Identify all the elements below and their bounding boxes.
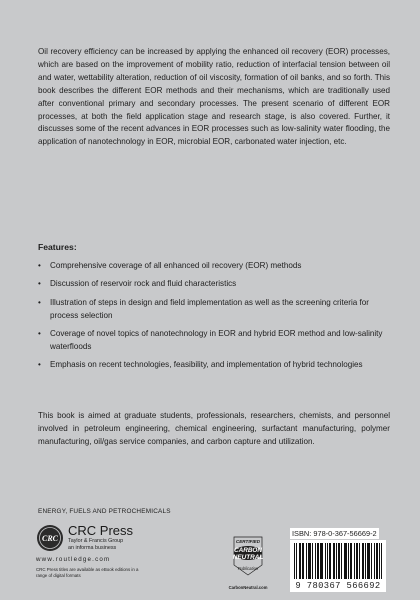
barcode-bar	[317, 543, 318, 579]
barcode-bar	[362, 543, 363, 579]
feature-item	[38, 328, 388, 354]
barcode-bar	[345, 543, 346, 579]
barcode-bar	[344, 543, 345, 579]
barcode-bar	[356, 543, 357, 579]
barcode-bar	[365, 543, 366, 579]
barcode-bar	[312, 543, 313, 579]
publisher-informa: an informa business	[68, 545, 117, 551]
barcode-bar	[371, 543, 372, 579]
barcode-bar	[338, 543, 339, 579]
book-description: Oil recovery efficiency can be increased by applying the enhanced oil recovery (EOR) processes, which are based on the improvement of mobility ratio, reduction of interfacial tension between oil and water, wettability alteration, reduction of oil viscosity, formation of oil banks, and so forth. This book describes the different EOR methods and their mechanisms, which are traditionally used after conventional primary and secondary processes. The present scenario of different EOR processes, at both the field application stage and research stage, is also covered. Further, it discusses some of the recent advances in EOR processes such as low-salinity water flooding, the application of nanotechnology in EOR, microbial EOR, carbonated water injection, etc.	[38, 47, 390, 147]
seal-publication: Publication	[237, 566, 259, 571]
barcode-bar	[333, 543, 334, 579]
barcode-bar	[322, 543, 323, 579]
feature-text: Discussion of reservoir rock and fluid characteristics	[50, 279, 237, 289]
barcode-bar	[309, 543, 310, 579]
barcode-bar	[296, 543, 297, 579]
barcode-bar	[369, 543, 370, 579]
barcode-bar	[303, 543, 304, 579]
barcode-bar	[357, 543, 358, 579]
barcode	[290, 540, 386, 592]
barcode-bar	[348, 543, 349, 579]
publisher-name: CRC Press	[68, 523, 134, 538]
barcode-bar	[359, 543, 360, 579]
feature-text: Emphasis on recent technologies, feasibility, and implementation of hybrid technologies	[50, 360, 363, 370]
barcode-bar	[350, 543, 351, 579]
barcode-bar	[354, 543, 355, 579]
barcode-bar	[327, 543, 328, 579]
publisher-block	[36, 520, 176, 580]
bullet-icon: •	[38, 279, 41, 289]
barcode-bar	[310, 543, 311, 579]
seal-neutral: NEUTRAL	[232, 554, 264, 561]
crc-logo-text: CRC	[41, 533, 59, 543]
barcode-bar	[363, 543, 364, 579]
barcode-bar	[374, 543, 375, 579]
isbn-label: ISBN: 978-0-367-56669-2	[292, 529, 377, 538]
barcode-bar	[306, 543, 307, 579]
barcode-bar	[320, 543, 321, 579]
feature-text: Coverage of novel topics of nanotechnology in EOR and hybrid EOR method and low-salinity waterfloods	[50, 329, 383, 352]
publisher-group: Taylor & Francis Group	[68, 538, 124, 544]
seal-site: CarbonNeutral.com	[228, 585, 268, 590]
barcode-bar	[368, 543, 369, 579]
feature-text: Illustration of steps in design and field implementation as well as the screening criteria for process selection	[50, 297, 369, 320]
barcode-digits: 9 780367 566692	[295, 581, 381, 591]
crc-logo-icon	[36, 524, 64, 552]
barcode-bar	[336, 543, 337, 579]
barcode-bar	[346, 543, 347, 579]
feature-item	[38, 278, 388, 291]
bullet-icon: •	[38, 360, 41, 370]
carbon-neutral-seal	[228, 533, 268, 593]
barcode-bar	[334, 543, 335, 579]
barcode-bar	[315, 543, 316, 579]
publisher-website: www.routledge.com	[36, 556, 111, 563]
barcode-bar	[341, 543, 342, 579]
feature-item	[38, 297, 388, 323]
barcode-bar	[302, 543, 303, 579]
barcode-bar	[318, 543, 319, 579]
barcode-bar	[379, 543, 380, 579]
feature-text: Comprehensive coverage of all enhanced oil recovery (EOR) methods	[50, 261, 302, 270]
barcode-bar	[351, 543, 352, 579]
barcode-bar	[294, 543, 295, 579]
barcode-bar	[300, 543, 301, 579]
barcode-bar	[377, 543, 378, 579]
series-name: ENERGY, FUELS AND PETROCHEMICALS	[38, 508, 171, 515]
seal-carbon: CARBON	[233, 547, 263, 554]
barcode-bar	[321, 543, 322, 579]
bullet-icon: •	[38, 261, 41, 270]
bullet-icon: •	[38, 329, 41, 339]
ebook-note: CRC Press titles are available as eBook editions in a range of digital formats	[36, 567, 139, 578]
features-list	[38, 260, 388, 378]
seal-certified: CERTIFIED	[235, 539, 261, 544]
features-heading: Features:	[38, 242, 77, 252]
barcode-bar	[325, 543, 326, 579]
barcode-bar	[381, 543, 382, 579]
barcode-bar	[367, 543, 368, 579]
barcode-bar	[329, 543, 330, 579]
barcode-bar	[330, 543, 331, 579]
barcode-bar	[308, 543, 309, 579]
bullet-icon: •	[38, 297, 41, 307]
audience-text: This book is aimed at graduate students, professionals, researchers, chemists, and personnel involved in petroleum engineering, chemical engineering, surfactant manufacturing, polymer manufacturing, oil/gas service companies, and carbon capture and utilization.	[38, 411, 390, 446]
barcode-bars	[294, 543, 382, 581]
barcode-bar	[339, 543, 340, 579]
barcode-bar	[376, 543, 377, 579]
feature-item	[38, 260, 388, 273]
barcode-bar	[299, 543, 300, 579]
feature-item	[38, 359, 388, 372]
